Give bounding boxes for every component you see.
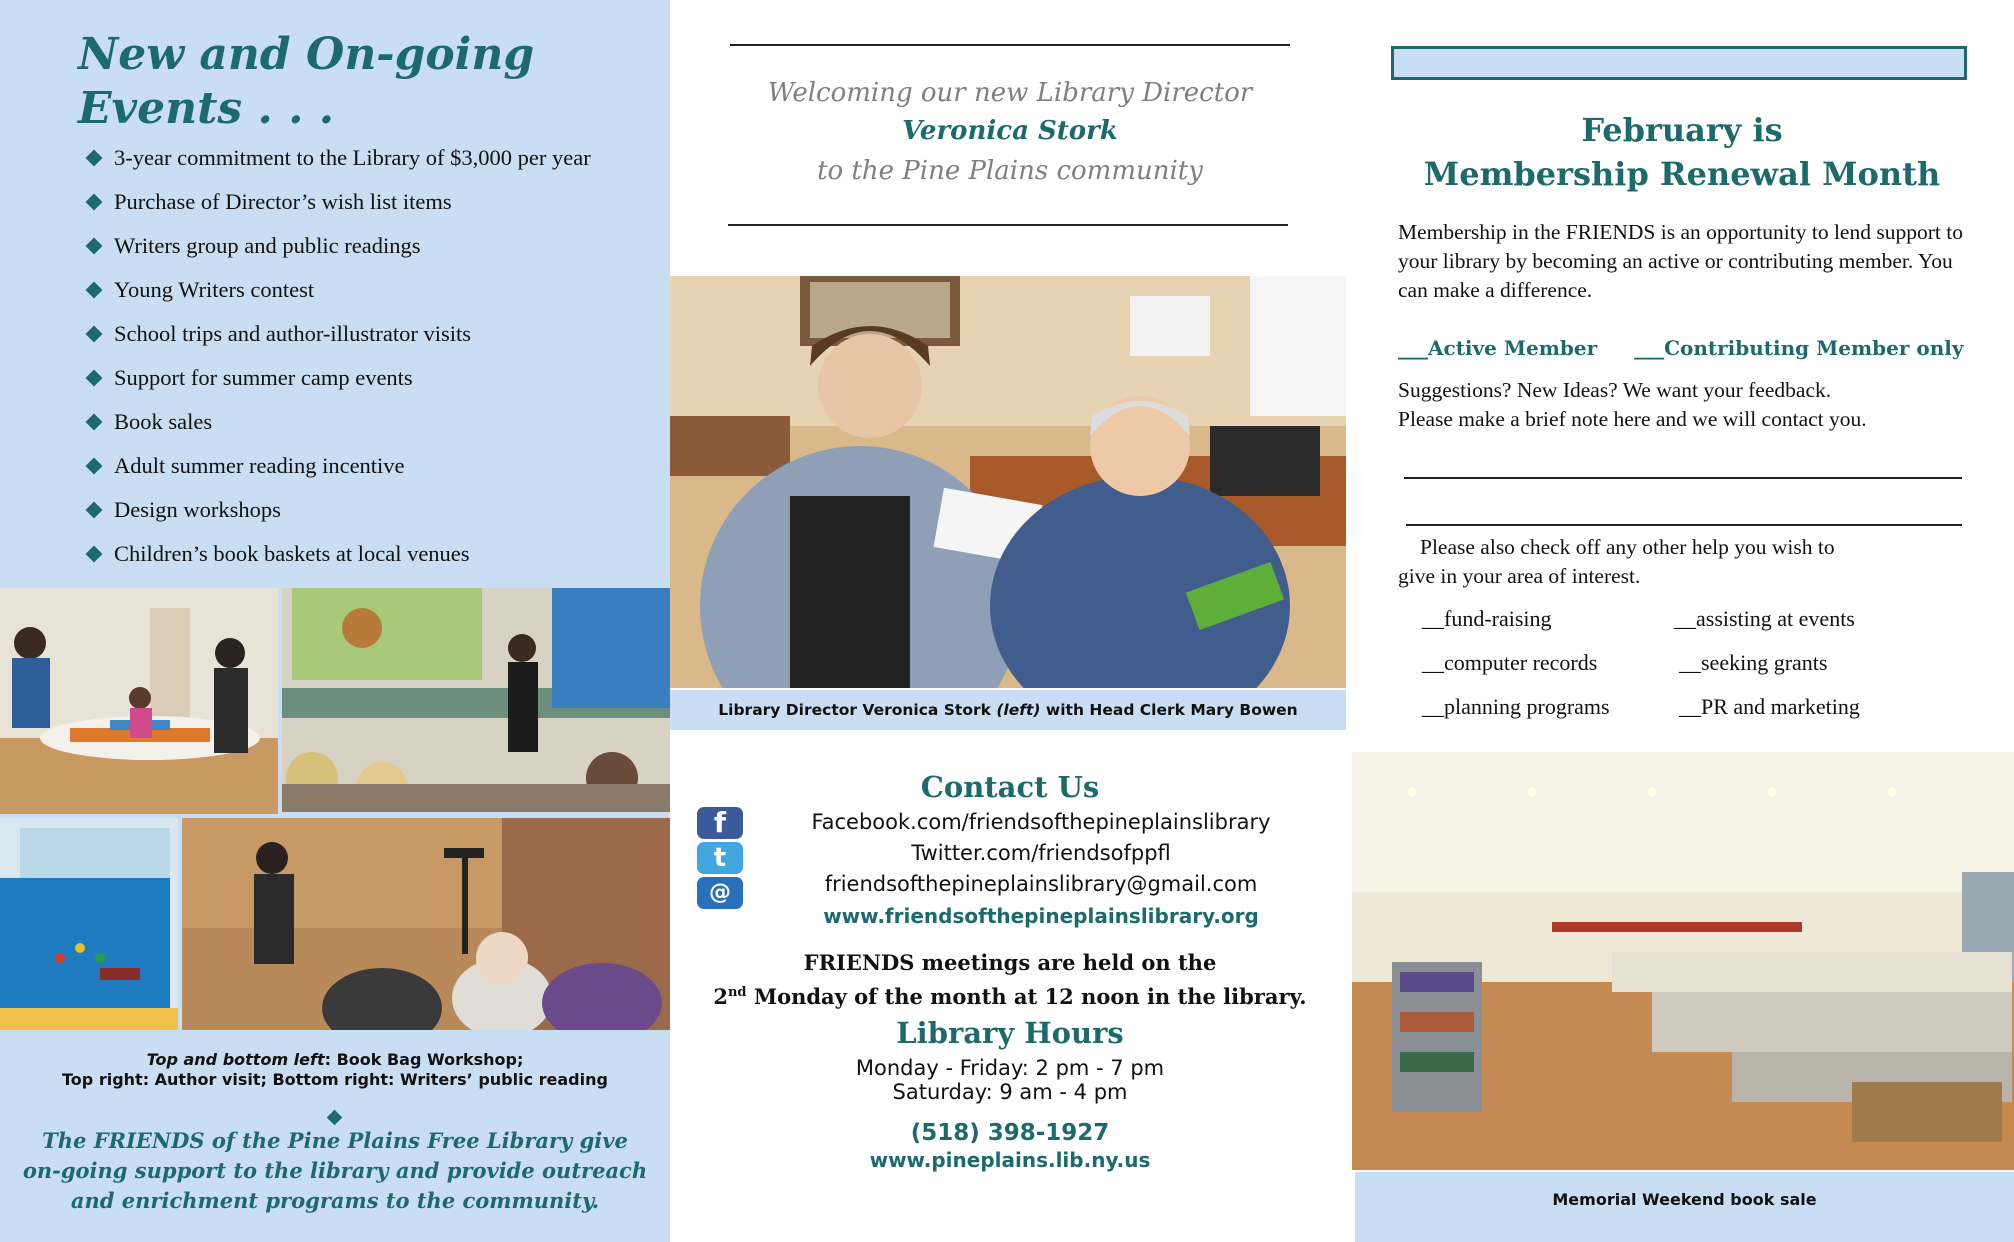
list-item: Young Writers contest bbox=[84, 268, 664, 312]
membership-options bbox=[1398, 336, 1998, 360]
diamond-bullet-icon bbox=[86, 414, 103, 431]
facebook-icon[interactable]: f bbox=[697, 807, 743, 839]
events-title bbox=[78, 28, 638, 136]
help-option-computer-records[interactable]: __computer records bbox=[1422, 650, 1598, 675]
events-title-line-1: New and On-going bbox=[78, 29, 535, 80]
diamond-bullet-icon bbox=[86, 458, 103, 475]
divider bbox=[730, 44, 1290, 46]
help-option-assisting-events[interactable]: __assisting at events bbox=[1674, 606, 1855, 631]
membership-title: February is Membership Renewal Month bbox=[1423, 111, 1941, 193]
help-option-pr-marketing[interactable]: __PR and marketing bbox=[1679, 694, 1860, 719]
twitter-icon[interactable]: t bbox=[697, 842, 743, 874]
diamond-bullet-icon bbox=[86, 194, 103, 211]
director-photo-caption: Library Director Veronica Stork (left) with Head Clerk Mary Bowen bbox=[670, 690, 1346, 730]
events-title-line-2: Events . . . bbox=[78, 83, 335, 134]
list-item: Writers group and public readings bbox=[84, 224, 664, 268]
twitter-link[interactable]: Twitter.com/friendsofppfl bbox=[911, 841, 1171, 865]
book-bag-detail-photo bbox=[0, 818, 178, 1030]
diamond-bullet-icon bbox=[86, 150, 103, 167]
list-item: School trips and author-illustrator visits bbox=[84, 312, 664, 356]
facebook-link[interactable]: Facebook.com/friendsofthepineplainslibrary bbox=[811, 810, 1271, 834]
diamond-bullet-icon bbox=[86, 326, 103, 343]
list-item: 3-year commitment to the Library of $3,000 per year bbox=[84, 136, 664, 180]
welcome-community-line: to the Pine Plains community bbox=[817, 156, 1203, 186]
help-text: Please also check off any other help you wish to give in your area of interest. bbox=[1398, 535, 1835, 588]
friends-statement: The FRIENDS of the Pine Plains Free Library give on-going support to the library and provide outreach and enrichment programs to the community. bbox=[22, 1128, 648, 1213]
hours-weekday: Monday - Friday: 2 pm - 7 pm bbox=[855, 1056, 1165, 1080]
list-item: Support for summer camp events bbox=[84, 356, 664, 400]
diamond-bullet-icon bbox=[86, 502, 103, 519]
contact-us-heading: Contact Us bbox=[920, 770, 1100, 804]
active-member-option[interactable]: ___Active Member bbox=[1398, 336, 1598, 360]
list-item: Design workshops bbox=[84, 488, 664, 532]
director-name: Veronica Stork bbox=[902, 116, 1118, 146]
hours-saturday: Saturday: 9 am - 4 pm bbox=[892, 1080, 1128, 1104]
diamond-bullet-icon bbox=[86, 282, 103, 299]
meetings-line-2: 2nd Monday of the month at 12 noon in the library. bbox=[713, 984, 1307, 1009]
meetings-info bbox=[670, 948, 1350, 1012]
divider bbox=[728, 224, 1288, 226]
writers-public-reading-photo bbox=[182, 818, 670, 1030]
suggestions-text: Suggestions? New Ideas? We want your feedback. Please make a brief note here and we will contact you. bbox=[1398, 378, 1867, 431]
help-option-fund-raising[interactable]: __fund-raising bbox=[1422, 606, 1552, 631]
library-website-link[interactable]: www.pineplains.lib.ny.us bbox=[869, 1148, 1151, 1172]
help-option-planning-programs[interactable]: __planning programs bbox=[1422, 694, 1610, 719]
feedback-line[interactable] bbox=[1406, 524, 1962, 526]
library-director-photo bbox=[670, 276, 1346, 688]
book-sale-caption: Memorial Weekend book sale bbox=[1355, 1172, 2014, 1242]
diamond-bullet-icon bbox=[86, 370, 103, 387]
events-list bbox=[84, 136, 664, 576]
meetings-line-1: FRIENDS meetings are held on the bbox=[803, 950, 1217, 975]
friends-website-link[interactable]: www.friendsofthepineplainslibrary.org bbox=[823, 904, 1259, 928]
list-item: Adult summer reading incentive bbox=[84, 444, 664, 488]
welcome-line: Welcoming our new Library Director bbox=[767, 78, 1253, 108]
membership-intro: Membership in the FRIENDS is an opportunity to lend support to your library by becoming an active or contributing member. You can make a difference. bbox=[1398, 220, 1963, 302]
list-item: Children’s book baskets at local venues bbox=[84, 532, 664, 576]
author-visit-photo bbox=[282, 588, 670, 812]
collage-caption bbox=[0, 1050, 670, 1090]
collage-caption-line-2: Top right: Author visit; Bottom right: Writers’ public reading bbox=[62, 1070, 608, 1089]
diamond-bullet-icon bbox=[86, 546, 103, 563]
collage-caption-line-1: Top and bottom left: Book Bag Workshop; bbox=[146, 1050, 524, 1069]
list-item: Book sales bbox=[84, 400, 664, 444]
book-bag-workshop-photo bbox=[0, 588, 278, 814]
diamond-bullet-icon bbox=[86, 238, 103, 255]
help-option-seeking-grants[interactable]: __seeking grants bbox=[1679, 650, 1828, 675]
phone-number[interactable]: (518) 398-1927 bbox=[910, 1120, 1110, 1146]
book-sale-photo bbox=[1352, 752, 2014, 1170]
feedback-line[interactable] bbox=[1404, 477, 1962, 479]
header-box bbox=[1391, 46, 1967, 80]
library-hours-heading: Library Hours bbox=[896, 1016, 1124, 1050]
contributing-member-option[interactable]: ___Contributing Member only bbox=[1634, 336, 1964, 360]
list-item: Purchase of Director’s wish list items bbox=[84, 180, 664, 224]
email-icon[interactable]: @ bbox=[697, 877, 743, 909]
email-link[interactable]: friendsofthepineplainslibrary@gmail.com bbox=[824, 872, 1258, 896]
